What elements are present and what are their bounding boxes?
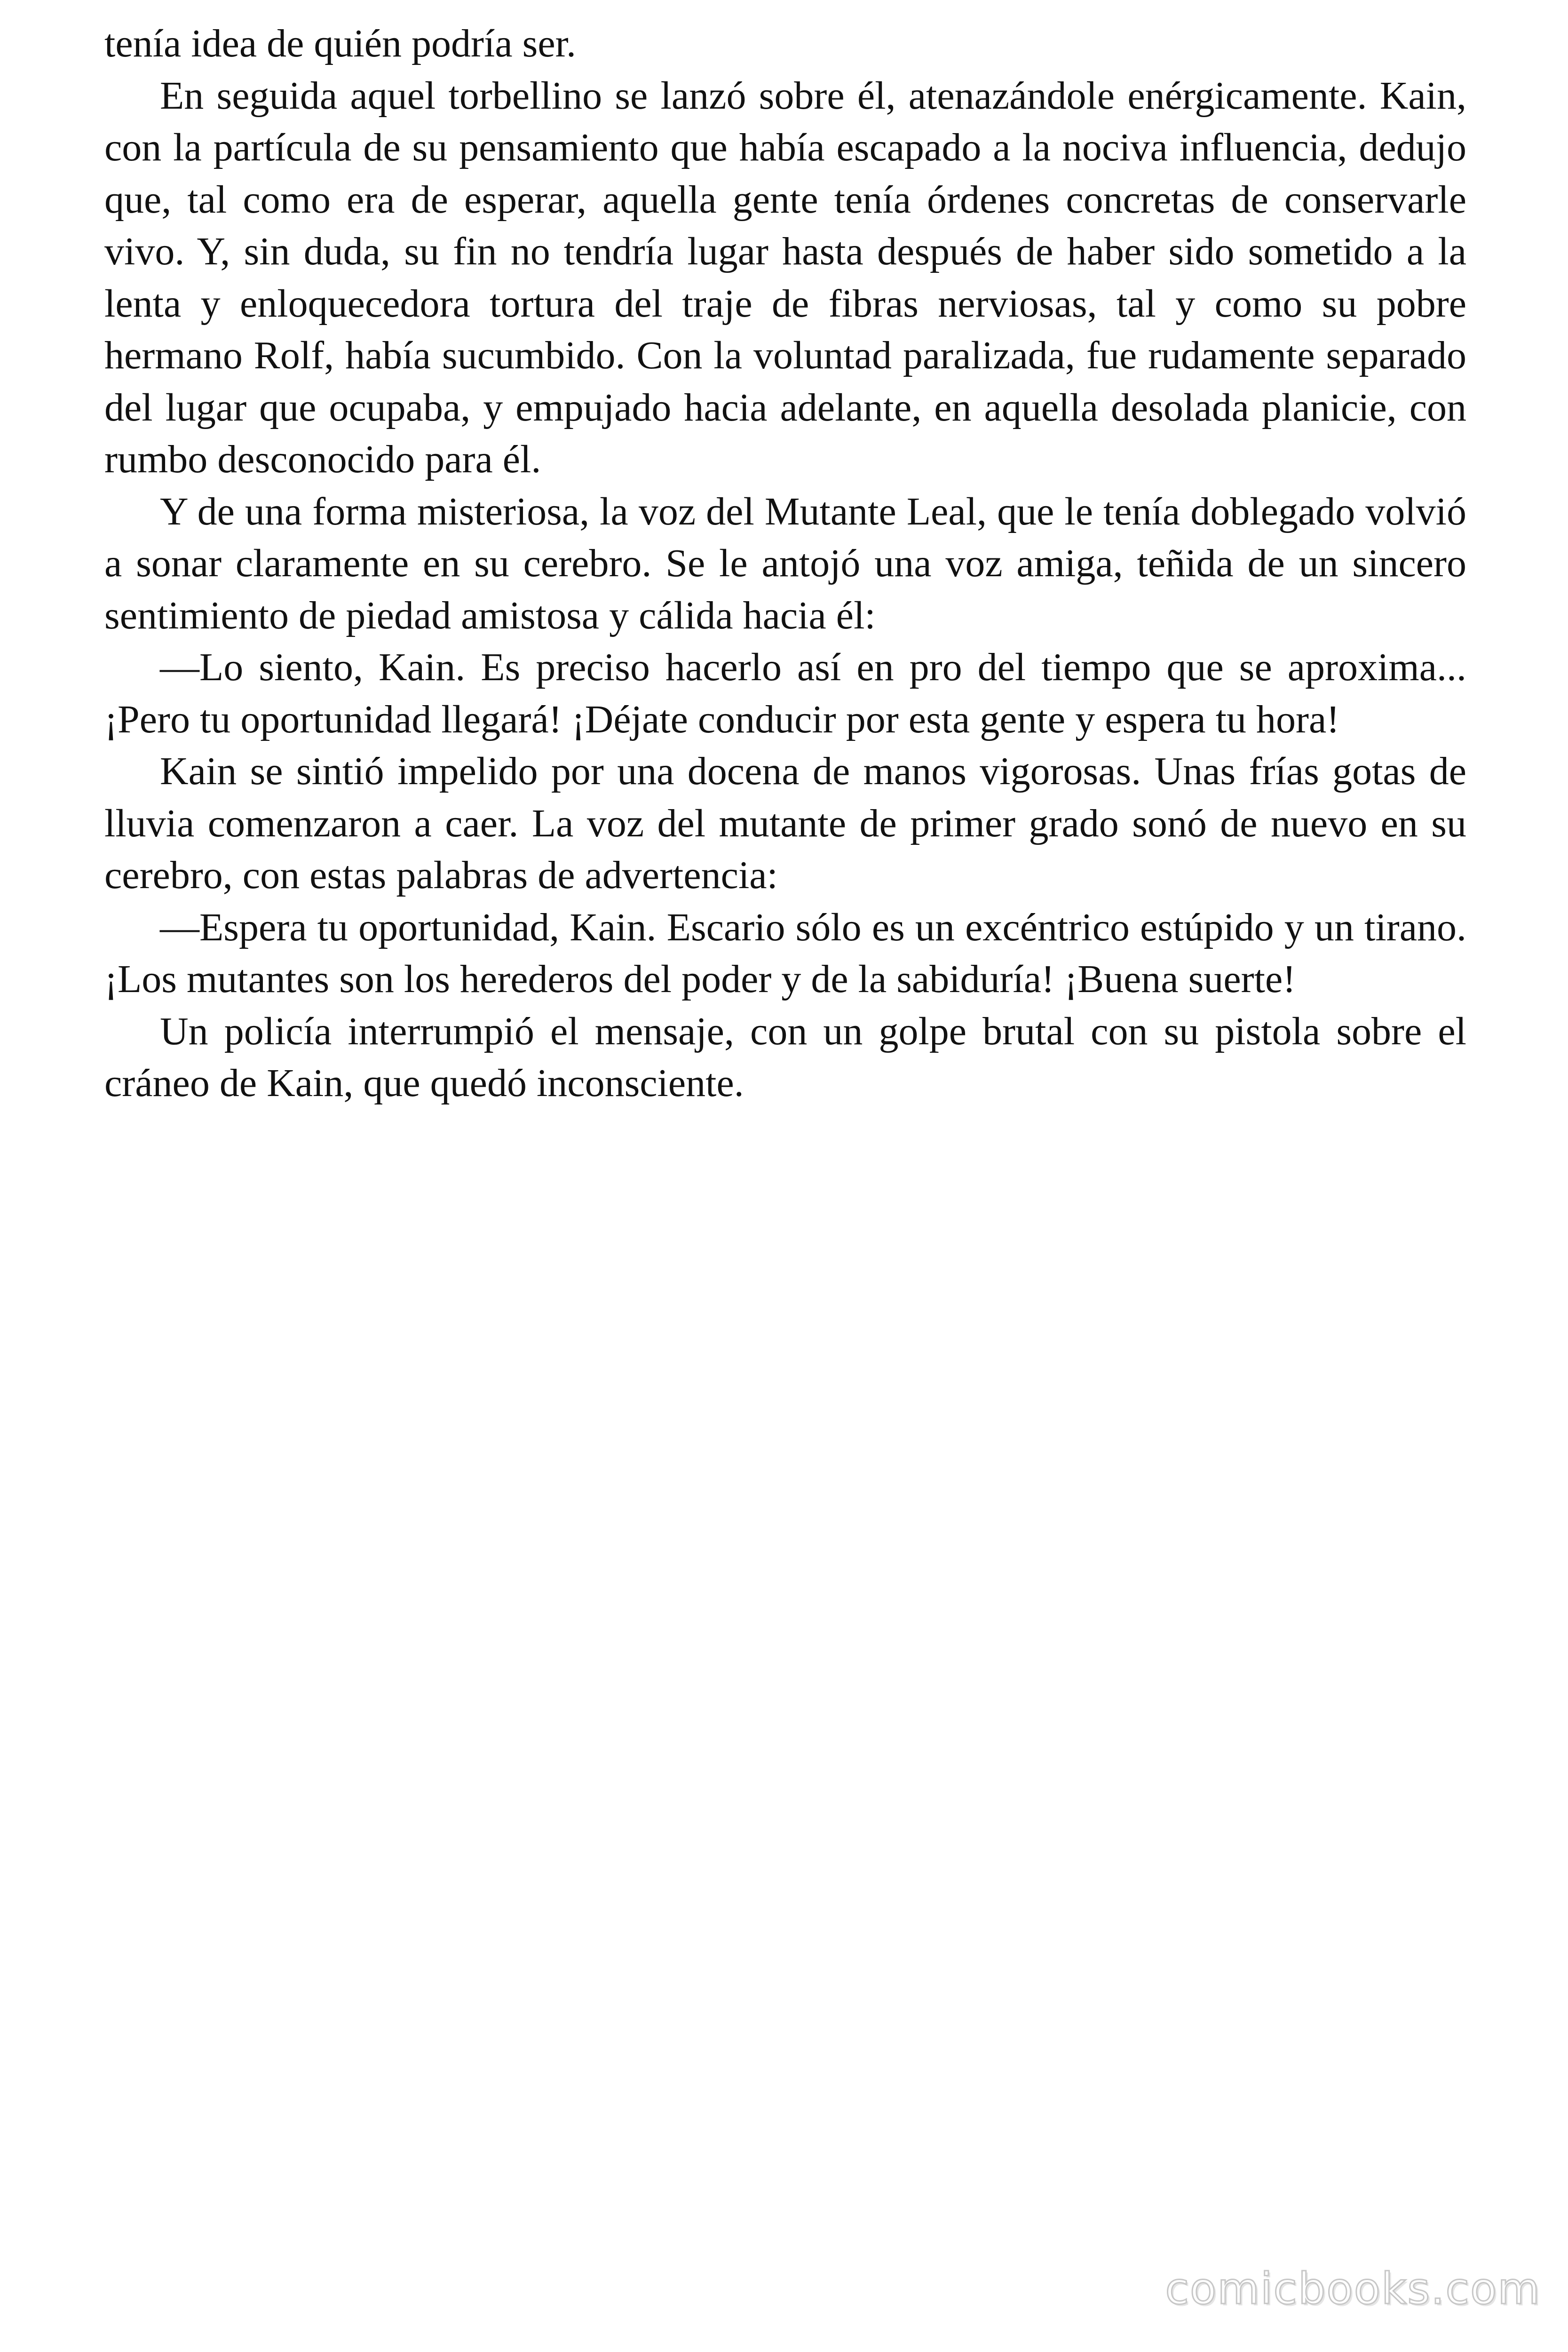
body-text [104,18,1466,1110]
paragraph-continuation: tenía idea de quién podría ser. [104,22,576,65]
paragraph: Y de una forma misteriosa, la voz del Mutante Leal, que le tenía doblegado volvió a sonar claramente en su cerebro. Se le antojó una voz amiga, teñida de un sincero sentimiento de piedad amistosa y cálida hacia él: [104,489,1466,637]
paragraph: Kain se sintió impelido por una docena de manos vigorosas. Unas frías gotas de lluvia comenzaron a caer. La voz del mutante de primer grado sonó de nuevo en su cerebro, con estas palabras de advertencia: [104,749,1466,897]
paragraph: En seguida aquel torbellino se lanzó sobre él, atenazándole enérgicamente. Kain, con la partícula de su pensamiento que había escapado a la nociva influencia, dedujo que, tal como era de esperar, aquella gente tenía órdenes concretas de conservarle vivo. Y, sin duda, su fin no tendría lugar hasta después de haber sido sometido a la lenta y enloquecedora tortura del traje de fibras nerviosas, tal y como su pobre hermano Rolf, había sucumbido. Con la voluntad paralizada, fue rudamente separado del lugar que ocupaba, y empujado hacia adelante, en aquella desolada planicie, con rumbo desconocido para él. [104,73,1466,481]
paragraph: Un policía interrumpió el mensaje, con un golpe brutal con su pistola sobre el cráneo de Kain, que quedó inconsciente. [104,1009,1466,1105]
dialogue-paragraph: —Espera tu oportunidad, Kain. Escario sólo es un excéntrico estúpido y un tirano. ¡Los mutantes son los herederos del poder y de la sabiduría! ¡Buena suerte! [104,905,1466,1001]
dialogue-paragraph: —Lo siento, Kain. Es preciso hacerlo así en pro del tiempo que se aproxima... ¡Pero tu oportunidad llegará! ¡Déjate conducir por esta gente y espera tu hora! [104,645,1466,741]
watermark-logo: comicbooks.com [1165,2264,1541,2314]
